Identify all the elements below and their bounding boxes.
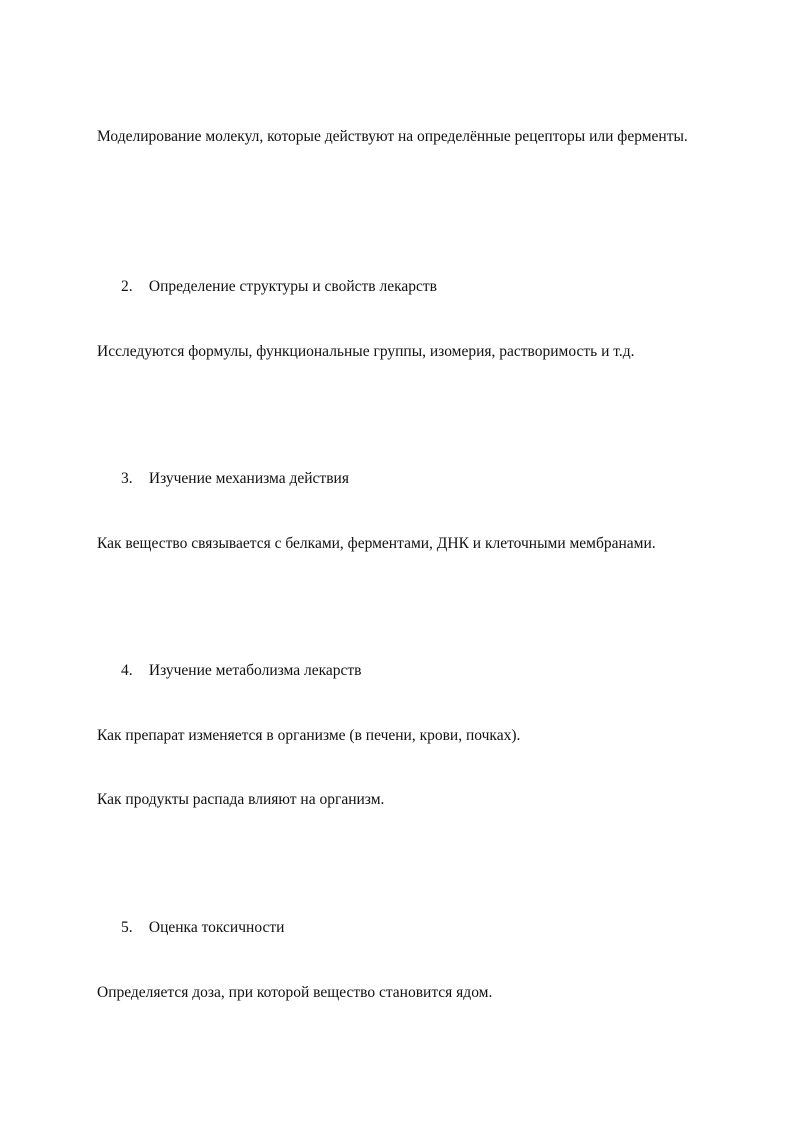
section-paragraph: Как вещество связывается с белками, ферментами, ДНК и клеточными мембранами. bbox=[97, 535, 656, 552]
section-title: Изучение метаболизма лекарств bbox=[148, 662, 362, 679]
section-number: 3. bbox=[121, 470, 133, 487]
section-title: Изучение механизма действия bbox=[148, 470, 349, 487]
section-title: Определение структуры и свойств лекарств bbox=[148, 278, 438, 295]
section-heading-2 bbox=[121, 275, 437, 299]
section-heading-5 bbox=[121, 916, 284, 940]
section-title: Оценка токсичности bbox=[148, 919, 285, 936]
section-paragraph: Определяется доза, при которой вещество становится ядом. bbox=[97, 984, 493, 1001]
section-number: 2. bbox=[121, 278, 133, 295]
section-heading-4 bbox=[121, 659, 362, 683]
section-number: 4. bbox=[121, 662, 133, 679]
section-heading-3 bbox=[121, 467, 349, 491]
section-paragraph: Как препарат изменяется в организме (в печени, крови, почках). bbox=[97, 727, 521, 744]
section-paragraph: Как продукты распада влияют на организм. bbox=[97, 791, 385, 808]
section-number: 5. bbox=[121, 919, 133, 936]
intro-paragraph: Моделирование молекул, которые действуют на определённые рецепторы или ферменты. bbox=[97, 128, 688, 145]
section-paragraph: Исследуются формулы, функциональные группы, изомерия, растворимость и т.д. bbox=[97, 343, 635, 360]
